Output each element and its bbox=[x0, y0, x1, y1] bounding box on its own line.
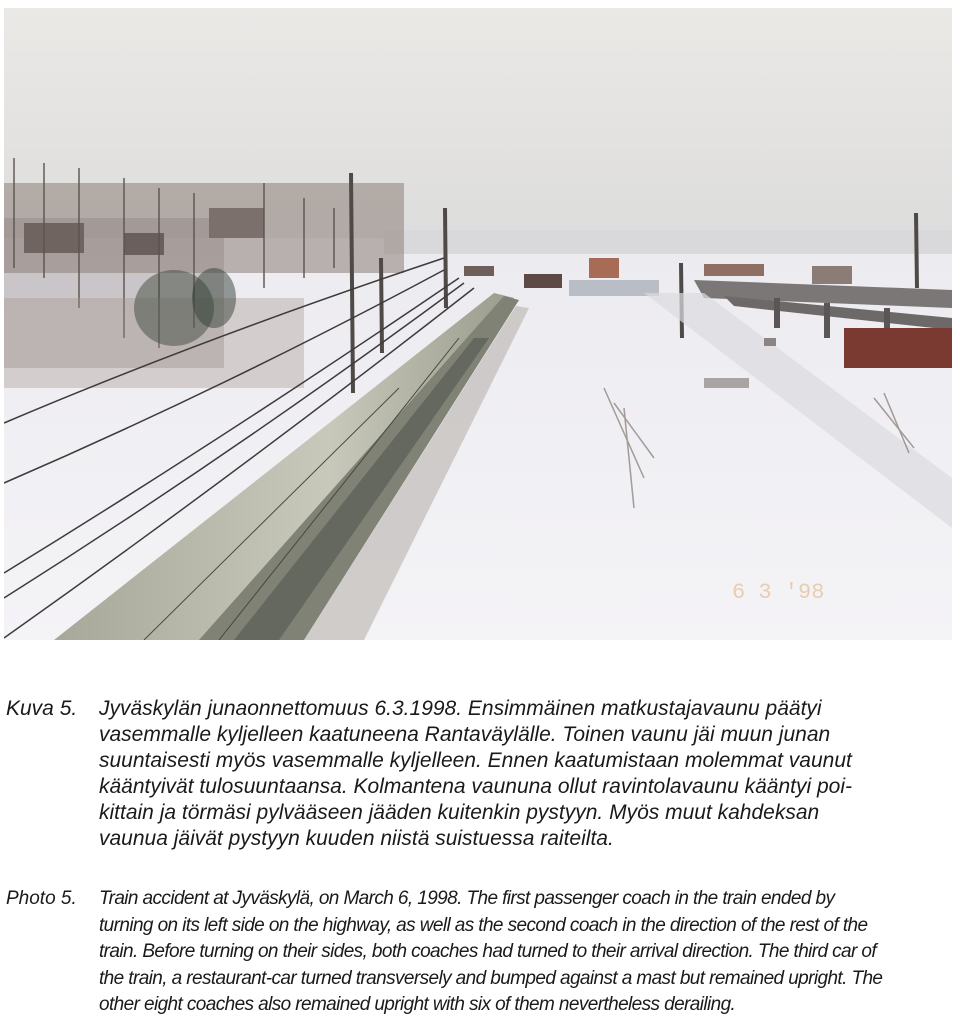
accident-photo bbox=[4, 8, 952, 640]
caption-en-line: the train, a restaurant-car turned transversely and bumped against a mast but remained upright. The bbox=[99, 967, 883, 989]
caption-english bbox=[0, 886, 960, 1016]
caption-en-line: train. Before turning on their sides, both coaches had turned to their arrival direction. The third car of bbox=[99, 941, 877, 962]
caption-fi-line: kääntyivät tulosuuntaansa. Kolmantena vaununa ollut ravintolavaunu kääntyi poi- bbox=[99, 775, 852, 798]
caption-fi-text bbox=[99, 696, 954, 852]
date-stamp: 6 3 '98 bbox=[732, 580, 825, 605]
caption-fi-line: suuntaisesti myös vasemmalle kyljelleen. Ennen kaatumistaan molemmat vaunut bbox=[99, 749, 852, 772]
caption-fi-line: vaunua jäivät pystyyn kuuden niistä suistuessa raiteilta. bbox=[99, 827, 614, 850]
caption-fi-line: vasemmalle kyljelleen kaatuneena Rantaväylälle. Toinen vaunu jäi muun junan bbox=[99, 723, 831, 746]
caption-en-line: Train accident at Jyväskylä, on March 6, 1998. The first passenger coach in the train ended by bbox=[99, 888, 835, 909]
vehicle bbox=[764, 338, 776, 346]
caption-en-line: other eight coaches also remained upright with six of them nevertheless derailing. bbox=[99, 994, 736, 1015]
horizon bbox=[384, 230, 952, 254]
caption-en-text bbox=[99, 886, 954, 1019]
debris bbox=[704, 378, 749, 388]
caption-fi-label: Kuva 5. bbox=[6, 697, 78, 720]
caption-finnish bbox=[0, 696, 960, 866]
caption-fi-line: kittain ja törmäsi pylvääseen jääden kuitenkin pystyyn. Myös muut kahdeksan bbox=[99, 801, 820, 824]
caption-fi-line: Jyväskylän junaonnettomuus 6.3.1998. Ensimmäinen matkustajavaunu päätyi bbox=[99, 697, 822, 720]
caption-en-label: Photo 5. bbox=[6, 888, 77, 909]
caption-en-line: turning on its left side on the highway, as well as the second coach in the direction of the rest of the bbox=[99, 914, 868, 936]
accident-photo-drawing bbox=[4, 8, 952, 640]
